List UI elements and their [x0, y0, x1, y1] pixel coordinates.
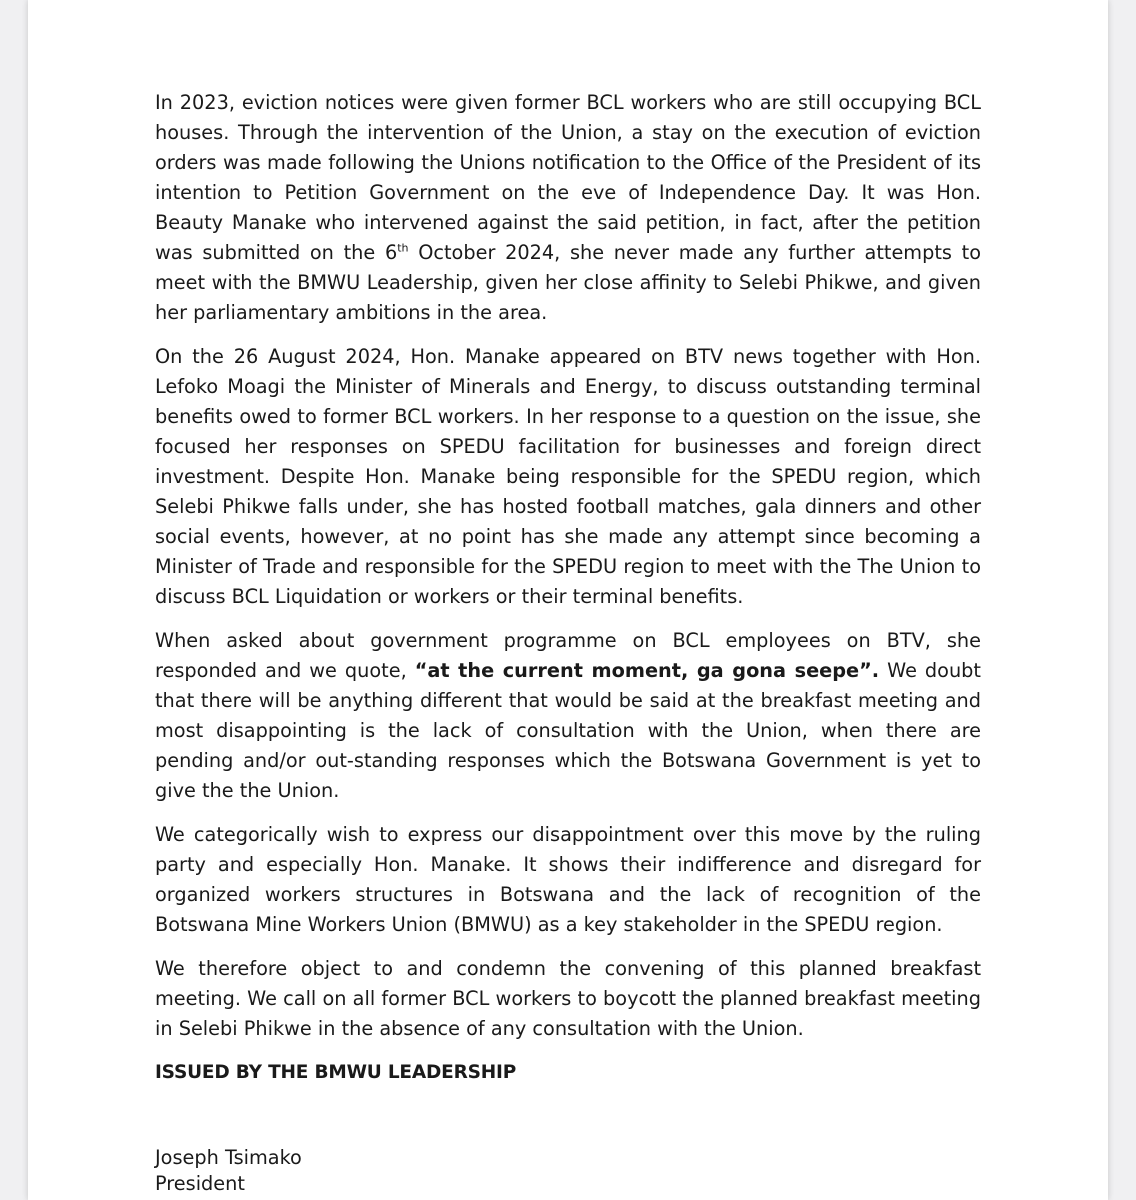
paragraph-boycott-call: We therefore object to and condemn the convening of this planned breakfast meeting. We call on all former BCL workers to boycott the planned breakfast meeting in Selebi Phikwe in the absence of any consultation with the Union. — [155, 957, 981, 1040]
signatory-name: Joseph Tsimako — [155, 1146, 302, 1169]
signatory-title: President — [155, 1172, 245, 1195]
document-page — [28, 0, 1108, 1200]
issued-by-heading: ISSUED BY THE BMWU LEADERSHIP — [155, 1062, 517, 1083]
paragraph-3-text-a: When asked about government programme on BCL employees on BTV, she responded and we quote, — [155, 629, 981, 682]
quoted-response: “at the current moment, ga gona seepe”. — [414, 659, 880, 682]
signature-block — [155, 1145, 302, 1197]
paragraph-1-text-b: October 2024, she never made any further attempts to meet with the BMWU Leadership, given her close affinity to Selebi Phikwe, and given her parliamentary ambitions in the area. — [155, 241, 981, 324]
paragraph-eviction-notices — [155, 88, 981, 328]
paragraph-3-text-b: We doubt that there will be anything different that would be said at the breakfast meeting and most disappointing is the lack of consultation with the Union, when there are pending and/or out-standing responses which the Botswana Government is yet to give the the Union. — [155, 659, 981, 802]
document-body — [155, 88, 981, 1088]
paragraph-btv-appearance: On the 26 August 2024, Hon. Manake appeared on BTV news together with Hon. Lefoko Moagi the Minister of Minerals and Energy, to discuss outstanding terminal benefits owed to former BCL workers. In her response to a question on the issue, she focused her responses on SPEDU facilitation for businesses and foreign direct investment. Despite Hon. Manake being responsible for the SPEDU region, which Selebi Phikwe falls under, she has hosted football matches, gala dinners and other social events, however, at no point has she made any attempt since becoming a Minister of Trade and responsible for the SPEDU region to meet with the The Union to discuss BCL Liquidation or workers or their terminal benefits. — [155, 345, 981, 608]
paragraph-1-text-a: In 2023, eviction notices were given former BCL workers who are still occupying BCL houses. Through the intervention of the Union, a stay on the execution of eviction orders was made following the Unions notification to the Office of the President of its intention to Petition Government on the eve of Independence Day. It was Hon. Beauty Manake who intervened against the said petition, in fact, after the petition was submitted on the 6 — [155, 91, 981, 264]
paragraph-disappointment: We categorically wish to express our disappointment over this move by the ruling party and especially Hon. Manake. It shows their indifference and disregard for organized workers structures in Botswana and the lack of recognition of the Botswana Mine Workers Union (BMWU) as a key stakeholder in the SPEDU region. — [155, 823, 981, 936]
ordinal-suffix: th — [397, 241, 409, 255]
paragraph-government-programme — [155, 626, 981, 806]
